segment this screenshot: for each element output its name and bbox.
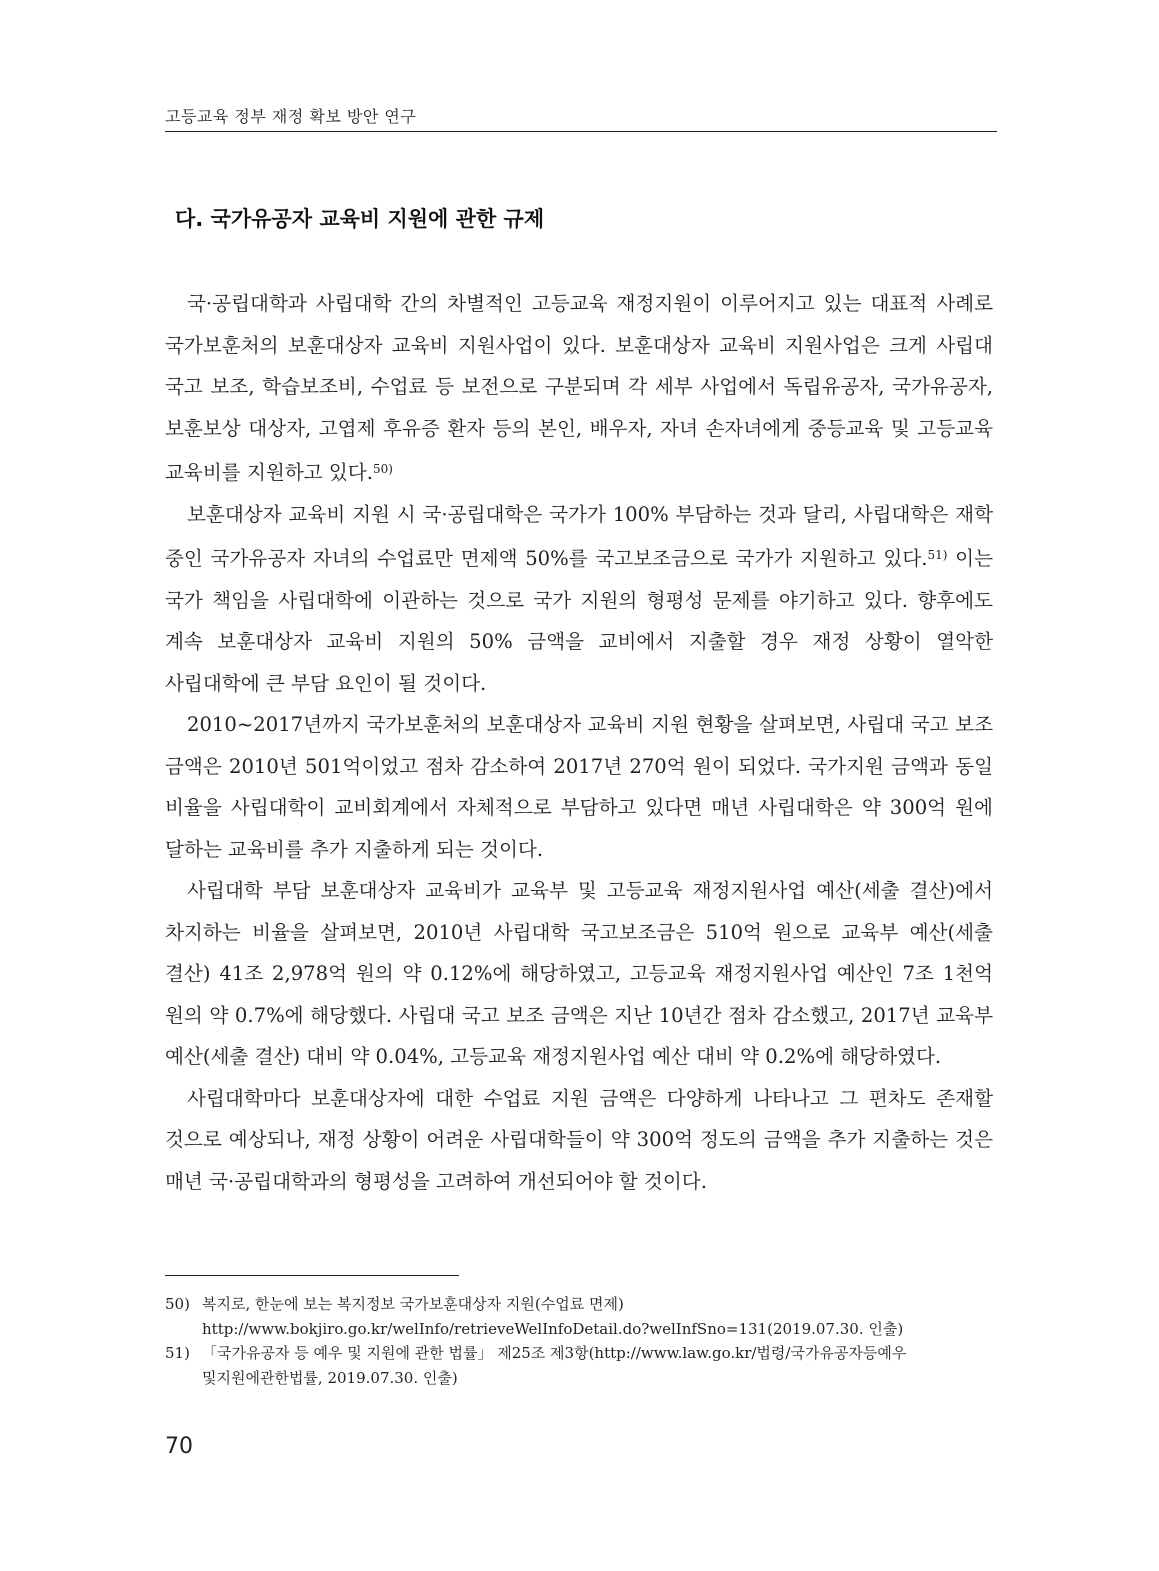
footnote-ref-51[interactable]: 51) xyxy=(927,548,948,562)
footnote-50 xyxy=(165,1292,995,1341)
footnote-url[interactable]: http://www.bokjiro.go.kr/welInfo/retrieveWelInfoDetail.do?welInfSno=131(2019.07.30. 인출) xyxy=(202,1319,904,1338)
page-number: 70 xyxy=(165,1434,193,1459)
footnote-divider xyxy=(165,1275,459,1276)
paragraph-2 xyxy=(165,494,993,705)
paragraph-5: 사립대학마다 보훈대상자에 대한 수업료 지원 금액은 다양하게 나타나고 그 편차도 존재할 것으로 예상되나, 재정 상황이 어려운 사립대학들이 약 300억 정도의 금액을 추가 지출하는 것은 매년 국·공립대학과의 형평성을 고려하여 개선되어야 할 것이다. xyxy=(165,1086,993,1193)
header-divider xyxy=(165,131,997,132)
footnote-number: 50) xyxy=(165,1295,190,1313)
running-header: 고등교육 정부 재정 확보 방안 연구 xyxy=(165,107,417,126)
footnote-text[interactable]: 「국가유공자 등 예우 및 지원에 관한 법률」 제25조 제3항(http://www.law.go.kr/법령/국가유공자등예우 xyxy=(202,1344,907,1362)
body-text xyxy=(165,283,993,1202)
footnote-ref-50[interactable]: 50) xyxy=(372,462,393,476)
footnotes xyxy=(165,1292,995,1390)
footnote-51 xyxy=(165,1341,995,1390)
paragraph-4: 사립대학 부담 보훈대상자 교육비가 교육부 및 고등교육 재정지원사업 예산(세출 결산)에서 차지하는 비율을 살펴보면, 2010년 사립대학 국고보조금은 510억 원으로 교육부 예산(세출 결산) 41조 2,978억 원의 약 0.12%에 해당하였고, 고등교육 재정지원사업 예산인 7조 1천억 원의 약 0.7%에 해당했다. 사립대 국고 보조 금액은 지난 10년간 점차 감소했고, 2017년 교육부 예산(세출 결산) 대비 약 0.04%, 고등교육 재정지원사업 예산 대비 약 0.2%에 해당하였다. xyxy=(165,879,993,1068)
paragraph-3: 2010~2017년까지 국가보훈처의 보훈대상자 교육비 지원 현황을 살펴보면, 사립대 국고 보조 금액은 2010년 501억이었고 점차 감소하여 2017년 270억 원이 되었다. 국가지원 금액과 동일 비율을 사립대학이 교비회계에서 자체적으로 부담하고 있다면 매년 사립대학은 약 300억 원에 달하는 교육비를 추가 지출하게 되는 것이다. xyxy=(165,713,993,861)
paragraph-2-text-a: 보훈대상자 교육비 지원 시 국·공립대학은 국가가 100% 부담하는 것과 달리, 사립대학은 재학 중인 국가유공자 자녀의 수업료만 면제액 50%를 국고보조금으로 국가가 지원하고 있다. xyxy=(165,502,993,570)
paragraph-1-text: 국·공립대학과 사립대학 간의 차별적인 고등교육 재정지원이 이루어지고 있는 대표적 사례로 국가보훈처의 보훈대상자 교육비 지원사업이 있다. 보훈대상자 교육비 지원사업은 크게 사립대 국고 보조, 학습보조비, 수업료 등 보전으로 구분되며 각 세부 사업에서 독립유공자, 국가유공자, 보훈보상 대상자, 고엽제 후유증 환자 등의 본인, 배우자, 자녀 손자녀에게 중등교육 및 고등교육 교육비를 지원하고 있다. xyxy=(165,292,993,484)
footnote-number: 51) xyxy=(165,1344,190,1362)
section-heading: 다. 국가유공자 교육비 지원에 관한 규제 xyxy=(175,207,545,231)
paragraph-2-text-b: 이는 국가 책임을 사립대학에 이관하는 것으로 국가 지원의 형평성 문제를 야기하고 있다. 향후에도 계속 보훈대상자 교육비 지원의 50% 금액을 교비에서 지출할 경우 재정 상황이 열악한 사립대학에 큰 부담 요인이 될 것이다. xyxy=(165,547,993,695)
footnote-text-continued: 및지원에관한법률, 2019.07.30. 인출) xyxy=(202,1368,458,1387)
footnote-text: 복지로, 한눈에 보는 복지정보 국가보훈대상자 지원(수업료 면제) xyxy=(202,1295,624,1313)
paragraph-1 xyxy=(165,283,993,494)
